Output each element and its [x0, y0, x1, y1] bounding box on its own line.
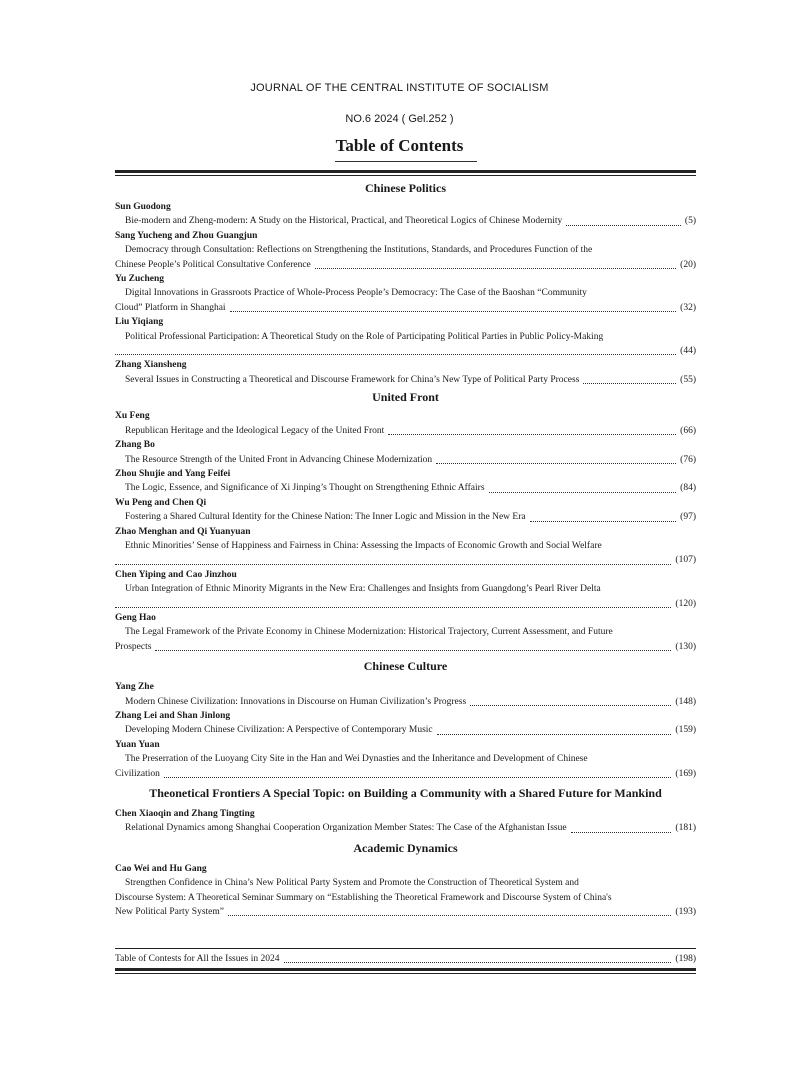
author: Geng Hao	[115, 612, 156, 623]
leader-dots	[284, 962, 672, 963]
article-title: The Resource Strength of the United Front in Advancing Chinese Modernization	[125, 454, 433, 465]
toc-entry[interactable]	[125, 481, 696, 495]
page-number: (55)	[680, 374, 696, 385]
article-title: Modern Chinese Civilization: Innovations in Discourse on Human Civilization’s Progress	[125, 696, 467, 707]
page-number: (76)	[680, 454, 696, 465]
article-title: Table of Contests for All the Issues in 2024	[115, 954, 280, 964]
author: Yu Zucheng	[115, 274, 165, 285]
article-title-line: Democracy through Consultation: Reflections on Strengthening the Institutions, Standards, and Procedures Function of the	[125, 245, 593, 256]
leader-dots	[388, 434, 676, 435]
leader-dots	[115, 564, 671, 565]
section-heading: Chinese Culture	[363, 659, 448, 674]
leader-dots	[115, 607, 671, 608]
toc-entry[interactable]	[115, 539, 696, 568]
leader-dots	[155, 650, 671, 651]
page-number: (44)	[680, 346, 696, 357]
author: Chen Xiaoqin and Zhang Tingting	[115, 809, 255, 820]
leader-dots	[437, 734, 672, 735]
bottom-rule-thin	[115, 973, 696, 974]
article-title: Several Issues in Constructing a Theoretical and Discourse Framework for China’s New Type of Political Party Process	[125, 374, 580, 385]
page-number: (169)	[675, 768, 696, 779]
leader-dots	[164, 777, 672, 778]
author: Zhang Xiansheng	[115, 360, 187, 371]
page-number: (159)	[675, 725, 696, 736]
article-title: The Logic, Essence, and Significance of Xi Jinping’s Thought on Strengthening Ethnic Affairs	[125, 483, 485, 494]
leader-dots	[489, 492, 677, 493]
toc-entry[interactable]	[125, 424, 696, 438]
toc-entry[interactable]	[115, 286, 696, 315]
section-heading: Theonetical Frontiers A Special Topic: on Building a Community with a Shared Future for Mankind	[149, 786, 662, 801]
author: Yang Zhe	[115, 682, 154, 693]
author: Liu Yiqiang	[115, 317, 164, 328]
article-title: Relational Dynamics among Shanghai Cooperation Organization Member States: The Case of the Afghanistan Issue	[125, 823, 567, 834]
article-title-line: Digital Innovations in Grassroots Practice of Whole-Process People’s Democracy: The Case of the Baoshan “Community	[125, 288, 587, 299]
section-heading: Academic Dynamics	[353, 840, 458, 855]
author: Sun Guodong	[115, 202, 171, 212]
author: Zhang Lei and Shan Jinlong	[115, 711, 231, 721]
toc-entry[interactable]	[125, 453, 696, 467]
issue-number: NO.6 2024 ( Gel.252 )	[345, 113, 454, 125]
article-title: Bie-modern and Zheng-modern: A Study on the Historical, Practical, and Theoretical Logics of Chinese Modernity	[125, 216, 563, 227]
section-heading: United Front	[372, 390, 439, 405]
article-title-line: Ethnic Minorities’ Sense of Happiness and Fairness in China: Assessing the Impacts of Economic Growth and Social Welfare	[125, 540, 602, 551]
page-number: (193)	[675, 907, 696, 918]
toc-content	[115, 178, 696, 919]
leader-dots	[228, 915, 671, 916]
toc-entry[interactable]	[125, 510, 696, 524]
author: Zhang Bo	[115, 440, 155, 451]
toc-entry[interactable]	[125, 695, 696, 709]
article-title-line: Urban Integration of Ethnic Minority Migrants in the New Era: Challenges and Insights from Guangdong’s Pearl River Delta	[125, 584, 601, 595]
author: Wu Peng and Chen Qi	[115, 497, 207, 508]
author: Sang Yucheng and Zhou Guangjun	[115, 230, 258, 241]
leader-dots	[230, 311, 677, 312]
annual-contents-entry[interactable]	[115, 952, 696, 966]
toc-entry[interactable]	[125, 821, 696, 835]
author: Cao Wei and Hu Gang	[115, 863, 207, 874]
page-number: (120)	[675, 598, 696, 609]
title-underline	[335, 161, 477, 162]
article-title-line: Chinese People’s Political Consultative Conference	[115, 259, 311, 270]
page-number: (107)	[675, 555, 696, 566]
author: Yuan Yuan	[115, 739, 160, 750]
article-title: Developing Modern Chinese Civilization: A Perspective of Contemporary Music	[125, 725, 433, 736]
page-number: (20)	[680, 259, 696, 270]
page-number: (97)	[680, 512, 696, 523]
section-heading: Chinese Politics	[365, 181, 446, 195]
article-title-line: The Legal Framework of the Private Economy in Chinese Modernization: Historical Trajectory, Current Assessment, and Future	[125, 627, 613, 638]
toc-entry[interactable]	[125, 214, 696, 228]
leader-dots	[115, 354, 676, 355]
article-title-line: Political Professional Participation: A Theoretical Study on the Role of Participating Political Parties in Public Policy-Making	[125, 331, 604, 342]
page-number: (198)	[675, 954, 696, 964]
footer-rule-top	[115, 948, 696, 949]
author: Zhou Shujie and Yang Feifei	[115, 468, 231, 479]
toc-entry[interactable]	[115, 330, 696, 359]
article-title-line: Discourse System: A Theoretical Seminar Summary on “Establishing the Theoretical Framework and Discourse System of China's	[115, 892, 612, 903]
leader-dots	[436, 463, 676, 464]
top-rule-thin	[115, 175, 696, 176]
page-number: (148)	[675, 696, 696, 707]
article-title-line: Civilization	[115, 768, 160, 779]
page-number: (181)	[675, 823, 696, 834]
author: Chen Yiping and Cao Jinzhou	[115, 569, 237, 580]
page-title: Table of Contents	[335, 136, 464, 155]
toc-entry[interactable]	[115, 243, 696, 272]
article-title-line: New Political Party System”	[115, 907, 224, 918]
author: Zhao Menghan and Qi Yuanyuan	[115, 526, 251, 537]
toc-entry[interactable]	[115, 625, 696, 654]
top-rule-thick	[115, 170, 696, 173]
leader-dots	[530, 521, 677, 522]
page-number: (5)	[684, 216, 696, 227]
page-number: (84)	[680, 483, 696, 494]
leader-dots	[583, 383, 676, 384]
toc-entry[interactable]	[115, 752, 696, 781]
page-number: (130)	[675, 641, 696, 652]
article-title: Republican Heritage and the Ideological Legacy of the United Front	[125, 425, 385, 436]
toc-entry[interactable]	[115, 876, 696, 919]
toc-entry[interactable]	[125, 373, 696, 387]
article-title: Fostering a Shared Cultural Identity for the Chinese Nation: The Inner Logic and Mission in the New Era	[125, 512, 526, 523]
article-title-line: Strengthen Confidence in China’s New Political Party System and Promote the Construction of Theoretical System and	[125, 878, 579, 889]
toc-entry[interactable]	[125, 723, 696, 737]
journal-name: JOURNAL OF THE CENTRAL INSTITUTE OF SOCIALISM	[250, 82, 549, 94]
leader-dots	[470, 705, 671, 706]
page-number: (32)	[680, 302, 696, 313]
bottom-rule-thick	[115, 968, 696, 971]
leader-dots	[571, 832, 672, 833]
article-title-line: Cloud” Platform in Shanghai	[115, 302, 226, 313]
leader-dots	[566, 225, 681, 226]
page-number: (66)	[680, 425, 696, 436]
leader-dots	[315, 268, 676, 269]
article-title-line: Prospects	[115, 641, 152, 652]
article-title-line: The Preserration of the Luoyang City Site in the Han and Wei Dynasties and the Inheritance and Development of Chinese	[125, 754, 588, 765]
toc-entry[interactable]	[115, 582, 696, 611]
author: Xu Feng	[115, 411, 150, 422]
